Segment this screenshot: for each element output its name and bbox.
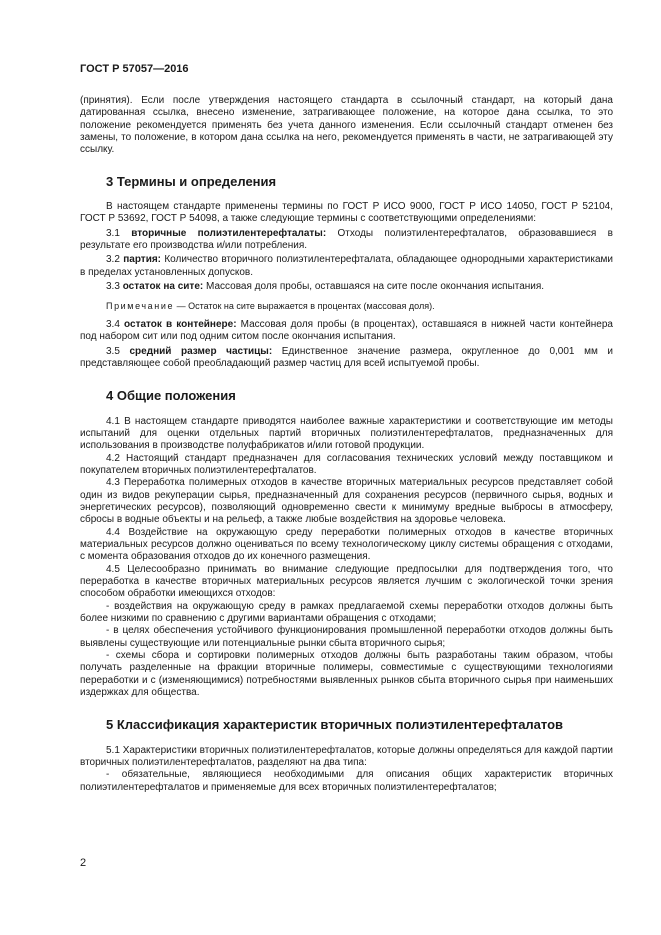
section-3-intro: В настоящем стандарте применены термины по ГОСТ Р ИСО 9000, ГОСТ Р ИСО 14050, ГОСТ Р 52104, ГОСТ Р 53692, ГОСТ Р 54098, а также следующие термины с соответствующими определениями:	[80, 201, 613, 225]
list-item: - в целях обеспечения устойчивого функционирования промышленной переработки отходов должны быть выявлены существующие или потенциальные рынки сбыта вторичного сырья;	[80, 625, 613, 649]
term-3-3: 3.3 остаток на сите: Массовая доля пробы, оставшаяся на сите после окончания испытания.	[106, 281, 545, 293]
paragraph-4-4: 4.4 Воздействие на окружающую среду переработки полимерных отходов в качестве вторичных материальных ресурсов должно оцениваться по всему технологическому циклу системы обращения с отходами, с момента образования отходов до их конечного размещения.	[80, 526, 613, 563]
section-4-title: 4 Общие положения	[106, 388, 236, 404]
term-3-1: 3.1 вторичные полиэтилентерефталаты: Отходы полиэтилентерефталатов, образовавшиеся в результате его производства и/или потребления.	[80, 227, 613, 252]
list-item: - схемы сбора и сортировки полимерных отходов должны быть разработаны таким образом, чтобы получать разделенные на фракции вторичные полимеры, совместимые с существующими технологиями переработки и с (изменяющимися) потребностями выявленных рынков сбыта вторичного сырья при наименьших издержках для общества.	[80, 650, 613, 699]
paragraph-4-1: 4.1 В настоящем стандарте приводятся наиболее важные характеристики и соответствующие им методы испытаний для оценки отдельных партий вторичных полиэтилентерефталатов, предназначенных для использования в производстве полуфабрикатов и/или готовой продукции.	[80, 415, 613, 452]
intro-paragraph: (принятия). Если после утверждения настоящего стандарта в ссылочный стандарт, на который дана датированная ссылка, внесено изменение, затрагивающее положение, на которое дана ссылка, то это положение рекомендуется применять без учета данного изменения. Если ссылочный стандарт отменен без замены, то положение, в котором дана ссылка на него, рекомендуется применять в части, не затрагивающей эту ссылку.	[80, 95, 613, 156]
paragraph-4-3: 4.3 Переработка полимерных отходов в качестве вторичных материальных ресурсов представляет собой один из видов рекуперации сырья, предназначенный для сохранения ресурсов (первичного сырья, водных и энергетических ресурсов), позволяющий одновременно свести к минимуму вредные выбросы в атмосферу, сбросы в водные объекты и на рельеф, а также любые воздействия на здоровье человека.	[80, 477, 613, 526]
document-body	[80, 95, 613, 794]
section-5-title: 5 Классификация характеристик вторичных полиэтилентерефталатов	[106, 717, 564, 733]
standard-header: ГОСТ Р 57057—2016	[80, 63, 189, 75]
paragraph-4-5: 4.5 Целесообразно принимать во внимание следующие предпосылки для подтверждения того, что переработка в качестве вторичных материальных ресурсов является лучшим с экологической точки зрения способом обработки имеющихся отходов:	[80, 563, 613, 600]
section-3-title: 3 Термины и определения	[106, 173, 277, 189]
paragraph-5-1: 5.1 Характеристики вторичных полиэтилентерефталатов, которые должны определяться для каждой партии вторичных полиэтилентерефталатов, разделяют на два типа:	[80, 744, 613, 769]
note	[80, 300, 613, 312]
note-label: Примечание	[106, 301, 175, 312]
term-3-5: 3.5 средний размер частицы: Единственное значение размера, округленное до 0,001 мм и представляющее собой преобладающий размер частиц для всей испытуемой пробы.	[80, 345, 613, 369]
list-item: - обязательные, являющиеся необходимыми для описания общих характеристик вторичных полиэтилентерефталатов и применяемые для всех вторичных полиэтилентерефталатов;	[80, 769, 613, 793]
page-number: 2	[80, 857, 87, 869]
term-3-2: 3.2 партия: Количество вторичного полиэтилентерефталата, обладающее однородными характеристиками в пределах установленных допусков.	[80, 254, 613, 278]
paragraph-4-2: 4.2 Настоящий стандарт предназначен для согласования технических условий между поставщиком и покупателем вторичных полиэтилентерефталатов.	[80, 452, 613, 476]
note-text: — Остаток на сите выражается в процентах (массовая доля).	[174, 301, 435, 312]
term-3-4: 3.4 остаток в контейнере: Массовая доля пробы (в процентах), оставшаяся в нижней части контейнера под набором сит или под одним ситом после окончания испытания.	[80, 318, 613, 343]
list-item: - воздействия на окружающую среду в рамках предлагаемой схемы переработки отходов должны быть более низкими по сравнению с другими вариантами обращения с отходами;	[80, 600, 613, 625]
